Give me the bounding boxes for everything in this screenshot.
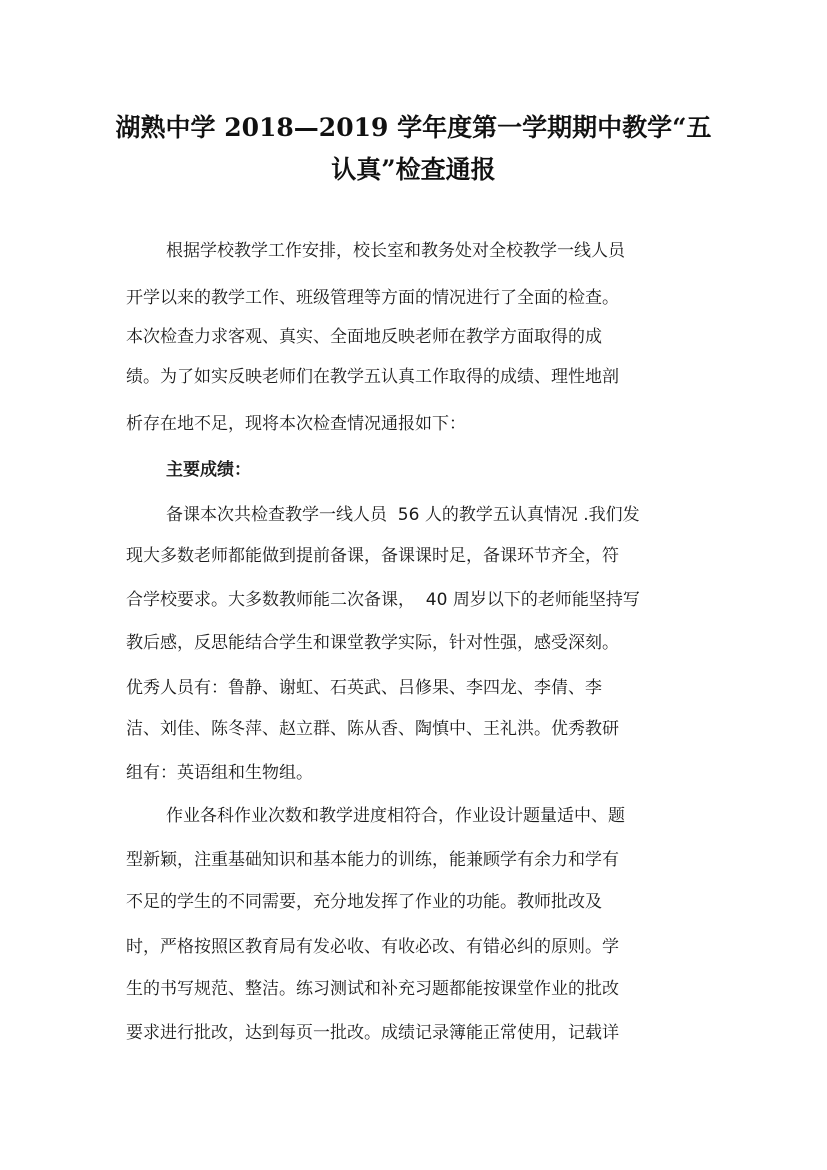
body-line: 析存在地不足，现将本次检查情况通报如下： <box>126 414 466 434</box>
body-line: 生的书写规范、整洁。练习测试和补充习题都能按课堂作业的批改 <box>126 979 619 999</box>
document-title-line-1: 湖熟中学 2018—2019 学年度第一学期期中教学“五 <box>115 113 712 142</box>
body-line: 开学以来的教学工作、班级管理等方面的情况进行了全面的检查。 <box>126 288 619 308</box>
body-line: 备课本次共检查教学一线人员 56 人的教学五认真情况 .我们发 <box>166 505 640 525</box>
body-line: 要求进行批改，达到每页一批改。成绩记录簿能正常使用，记载详 <box>126 1023 619 1043</box>
body-line: 洁、刘佳、陈冬萍、赵立群、陈从香、陶慎中、王礼洪。优秀教研 <box>126 719 619 739</box>
document-title-line-2: 认真”检查通报 <box>331 155 496 184</box>
body-line: 时，严格按照区教育局有发必收、有收必改、有错必纠的原则。学 <box>126 937 619 957</box>
body-line: 合学校要求。大多数教师能二次备课， 40 周岁以下的老师能坚持写 <box>126 590 640 610</box>
body-line: 作业各科作业次数和教学进度相符合，作业设计题量适中、题 <box>166 806 625 826</box>
body-line: 现大多数老师都能做到提前备课，备课课时足，备课环节齐全，符 <box>126 546 619 566</box>
body-line: 组有：英语组和生物组。 <box>126 763 313 783</box>
body-line: 型新颖，注重基础知识和基本能力的训练，能兼顾学有余力和学有 <box>126 850 619 870</box>
body-line: 本次检查力求客观、真实、全面地反映老师在教学方面取得的成 <box>126 327 602 347</box>
body-line: 教后感，反思能结合学生和课堂教学实际，针对性强，感受深刻。 <box>126 633 619 653</box>
body-line: 绩。为了如实反映老师们在教学五认真工作取得的成绩、理性地剖 <box>126 367 619 387</box>
body-line: 根据学校教学工作安排，校长室和教务处对全校教学一线人员 <box>166 241 625 261</box>
body-line: 优秀人员有：鲁静、谢虹、石英武、吕修果、李四龙、李倩、李 <box>126 678 602 698</box>
section-heading: 主要成绩： <box>166 460 251 480</box>
body-line: 不足的学生的不同需要，充分地发挥了作业的功能。教师批改及 <box>126 892 602 912</box>
